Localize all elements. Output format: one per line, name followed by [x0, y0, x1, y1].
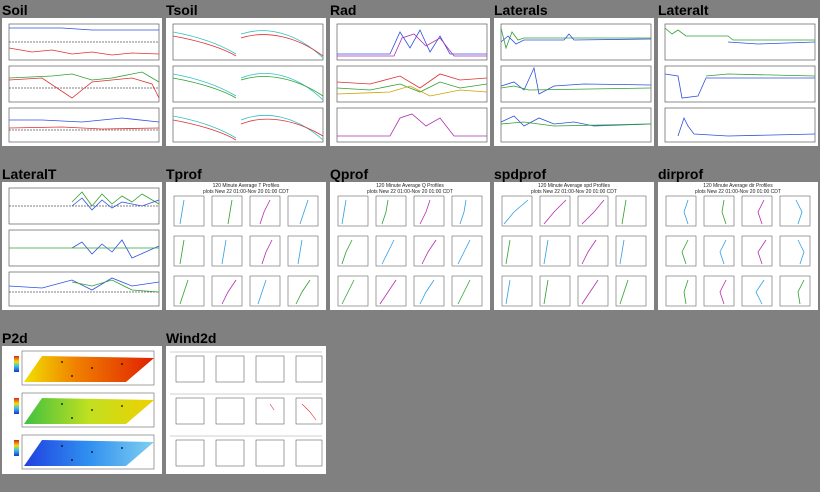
laterals-plot-thumbnail[interactable]: [494, 18, 654, 146]
qprof-plot-thumbnail[interactable]: [330, 182, 490, 310]
dirprof-plot-thumbnail[interactable]: [658, 182, 818, 310]
tile-label: Rad: [330, 2, 357, 18]
tile-laterals[interactable]: [494, 2, 654, 146]
thumb-subtitle: plots New 22 01:00-Nov 20 01:00 CDT: [367, 189, 453, 195]
tile-spdprof[interactable]: [494, 166, 654, 310]
soil-plot-thumbnail[interactable]: [2, 18, 162, 146]
tile-label: P2d: [2, 330, 28, 346]
thumb-subtitle: plots New 22 01:00-Nov 20 01:00 CDT: [531, 189, 617, 195]
wind2d-plot-thumbnail[interactable]: [166, 346, 326, 474]
rad-plot-thumbnail[interactable]: [330, 18, 490, 146]
lateralt-plot-thumbnail[interactable]: [658, 18, 818, 146]
p2d-plot-thumbnail[interactable]: [2, 346, 162, 474]
tsoil-plot-thumbnail[interactable]: [166, 18, 326, 146]
thumb-title: 120 Minute Average dir Profiles: [703, 183, 773, 189]
tile-label: dirprof: [658, 166, 704, 182]
thumb-title: 120 Minute Average T Profiles: [212, 183, 280, 189]
tile-lateralt-lower[interactable]: [658, 2, 818, 146]
thumb-title: 120 Minute Average Q Profiles: [376, 183, 444, 189]
tile-tprof[interactable]: [166, 166, 326, 310]
tile-label: Tsoil: [166, 2, 198, 18]
thumb-subtitle: plots New 22 01:00-Nov 20 01:00 CDT: [695, 189, 781, 195]
tile-label: Laterals: [494, 2, 548, 18]
tile-label: Wind2d: [166, 330, 217, 346]
thumb-subtitle: plots New 22 01:00-Nov 20 01:00 CDT: [203, 189, 289, 195]
tile-label: Lateralt: [658, 2, 709, 18]
thumb-title: 120 Minute Average spd Profiles: [538, 183, 610, 189]
tprof-plot-thumbnail[interactable]: [166, 182, 326, 310]
tile-wind2d[interactable]: [166, 330, 326, 474]
tile-label: spdprof: [494, 166, 547, 182]
tile-label: Qprof: [330, 166, 369, 182]
tile-tsoil[interactable]: [166, 2, 326, 146]
tile-p2d[interactable]: [2, 330, 162, 474]
tile-soil[interactable]: [2, 2, 162, 146]
lateralt-upper-plot-thumbnail[interactable]: [2, 182, 162, 310]
tile-label: Tprof: [166, 166, 202, 182]
tile-label: Soil: [2, 2, 28, 18]
tile-qprof[interactable]: [330, 166, 490, 310]
tile-rad[interactable]: [330, 2, 490, 146]
spdprof-plot-thumbnail[interactable]: [494, 182, 654, 310]
tile-label: LateralT: [2, 166, 57, 182]
tile-lateralt-upper[interactable]: [2, 166, 162, 310]
tile-dirprof[interactable]: [658, 166, 818, 310]
